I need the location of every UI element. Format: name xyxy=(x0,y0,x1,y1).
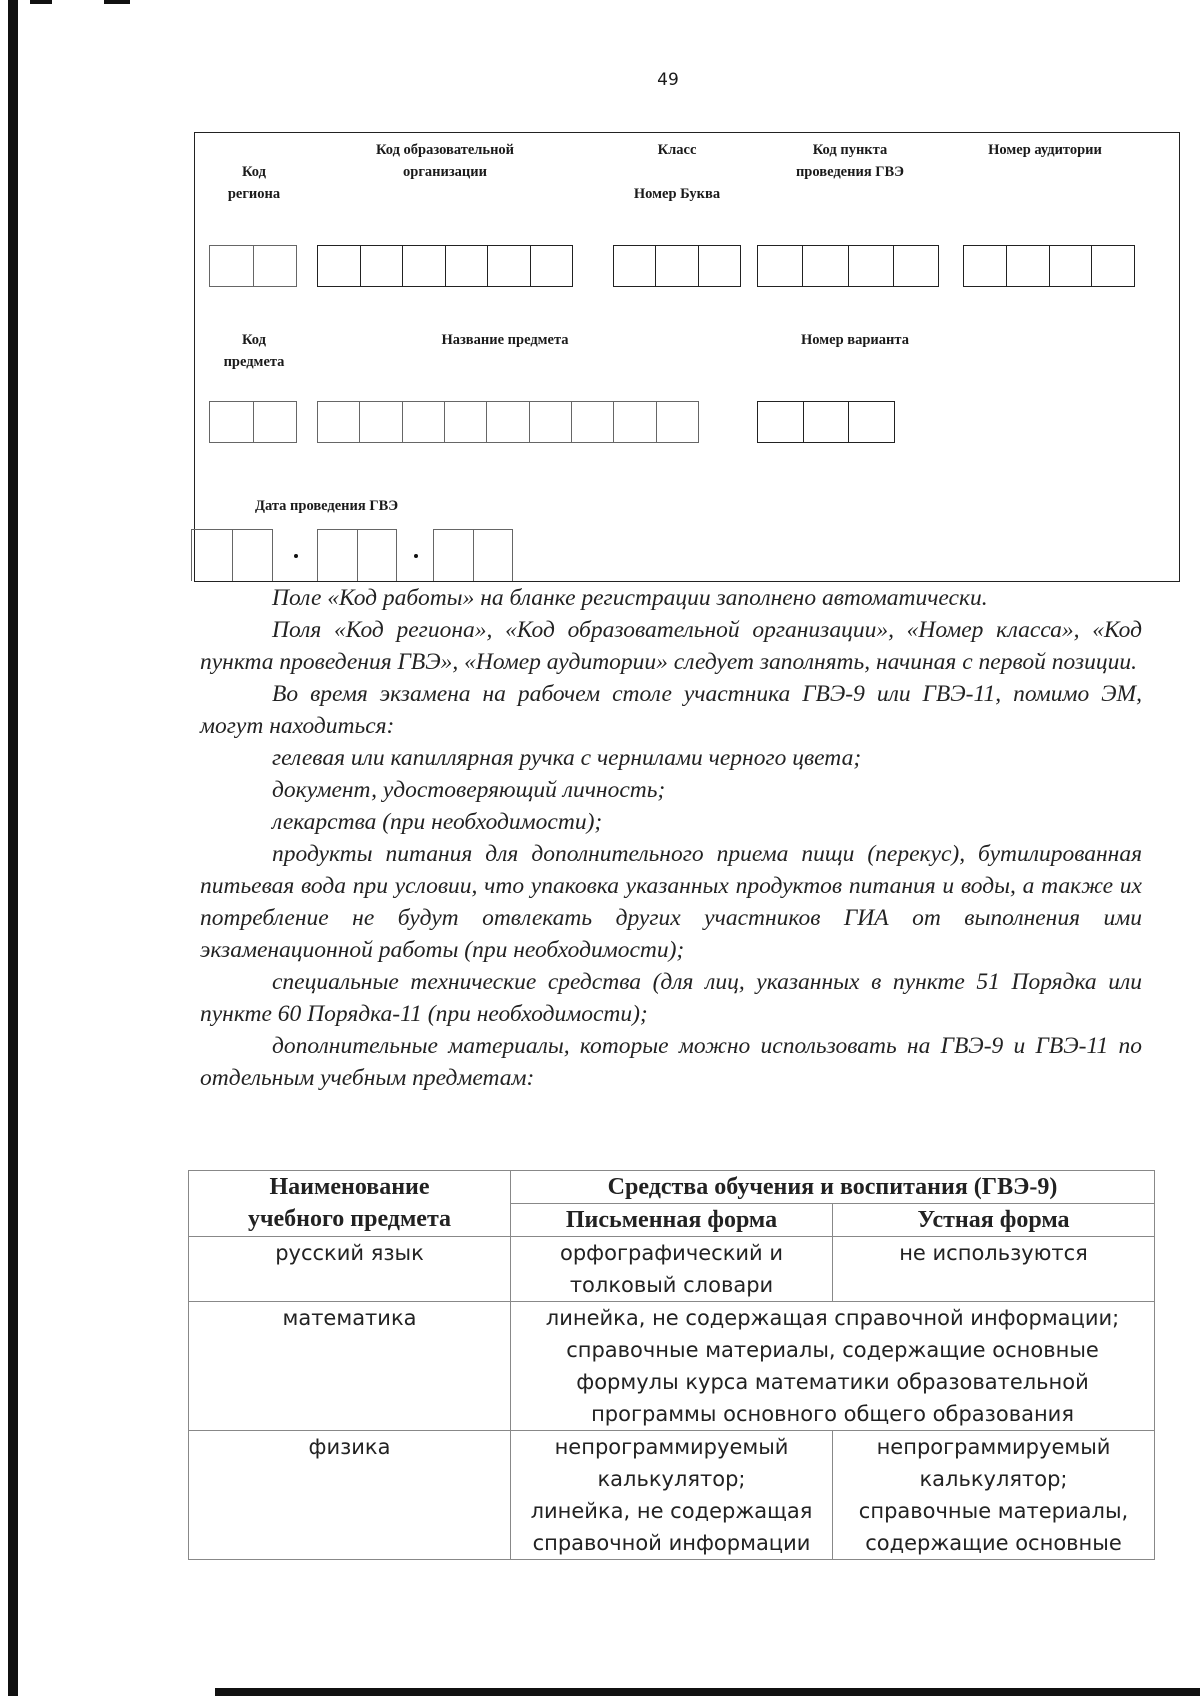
list-item: лекарства (при необходимости); xyxy=(272,809,603,835)
subject-cell: физика xyxy=(189,1431,511,1560)
oral-cell: непрограммируемый калькулятор; справочные материалы, содержащие основные xyxy=(833,1431,1155,1560)
scan-mark-top xyxy=(30,0,52,4)
written-cell: непрограммируемый калькулятор; линейка, не содержащая справочной информации xyxy=(511,1431,833,1560)
paragraph: Поле «Код работы» на бланке регистрации заполнено автоматически. xyxy=(272,585,988,611)
scan-edge-left xyxy=(8,0,18,1696)
subject-name-cells xyxy=(317,401,699,443)
room-number-label: Номер аудитории xyxy=(988,142,1102,158)
list-item: дополнительные материалы, которые можно использовать на ГВЭ-9 и ГВЭ-11 по отдельным учебным предметам: xyxy=(200,1033,1142,1091)
exam-date-day-cells xyxy=(191,529,273,581)
merged-cell: линейка, не содержащая справочной информации; справочные материалы, содержащие основные формулы курса математики образовательной программы основного общего образования xyxy=(511,1302,1155,1431)
paragraph: Во время экзамена на рабочем столе участника ГВЭ-9 или ГВЭ-11, помимо ЭМ, могут находиться: xyxy=(200,681,1142,739)
written-form-header: Письменная форма xyxy=(511,1204,833,1237)
org-code-cells xyxy=(317,245,573,287)
region-code-cells xyxy=(209,245,297,287)
class-label: Класс Номер Буква xyxy=(633,142,721,202)
exam-date-month-cells xyxy=(317,529,397,581)
date-separator-dot xyxy=(294,554,298,558)
variant-number-label: Номер варианта xyxy=(801,332,909,348)
variant-number-cells xyxy=(757,401,895,443)
subject-cell: математика xyxy=(189,1302,511,1431)
subject-name-label: Название предмета xyxy=(441,332,569,348)
table-row xyxy=(189,1431,1155,1560)
paragraph: Поля «Код региона», «Код образовательной организации», «Номер класса», «Код пункта проведения ГВЭ», «Номер аудитории» следует заполнять, начиная с первой позиции. xyxy=(200,617,1142,675)
table-row xyxy=(189,1237,1155,1302)
point-code-cells xyxy=(757,245,939,287)
room-number-cells xyxy=(963,245,1135,287)
exam-date-label: Дата проведения ГВЭ xyxy=(255,498,399,514)
materials-table xyxy=(188,1170,1155,1560)
region-code-label: Код региона xyxy=(227,164,281,202)
point-code-label: Код пункта проведения ГВЭ xyxy=(795,142,905,180)
list-item: продукты питания для дополнительного приема пищи (перекус), бутилированная питьевая вода при условии, что упаковка указанных продуктов питания и воды, а также их потребление не будут отвлекать других участников ГИА от выполнения ими экзаменационной работы (при необходимости); xyxy=(200,841,1142,963)
list-item: документ, удостоверяющий личность; xyxy=(272,777,666,803)
class-cells xyxy=(613,245,741,287)
org-code-label: Код образовательной организации xyxy=(375,142,515,180)
subject-code-cells xyxy=(209,401,297,443)
exam-date-year-cells xyxy=(433,529,513,581)
scan-mark-top xyxy=(104,0,130,4)
list-item: гелевая или капиллярная ручка с чернилами черного цвета; xyxy=(272,745,862,771)
page-number: 49 xyxy=(657,70,679,90)
means-group-header: Средства обучения и воспитания (ГВЭ-9) xyxy=(511,1171,1155,1204)
scan-edge-bottom xyxy=(215,1688,1200,1696)
list-item: специальные технические средства (для лиц, указанных в пункте 51 Порядка или пункте 60 Порядка-11 (при необходимости); xyxy=(200,969,1142,1027)
registration-form xyxy=(194,132,1180,582)
instructions-text xyxy=(200,582,1142,1094)
oral-cell: не используются xyxy=(833,1237,1155,1302)
subject-cell: русский язык xyxy=(189,1237,511,1302)
table-row xyxy=(189,1302,1155,1431)
date-separator-dot xyxy=(414,554,418,558)
subject-code-label: Код предмета xyxy=(223,332,285,370)
oral-form-header: Устная форма xyxy=(833,1204,1155,1237)
subject-column-header: Наименование учебного предмета xyxy=(189,1171,511,1237)
written-cell: орфографический и толковый словари xyxy=(511,1237,833,1302)
